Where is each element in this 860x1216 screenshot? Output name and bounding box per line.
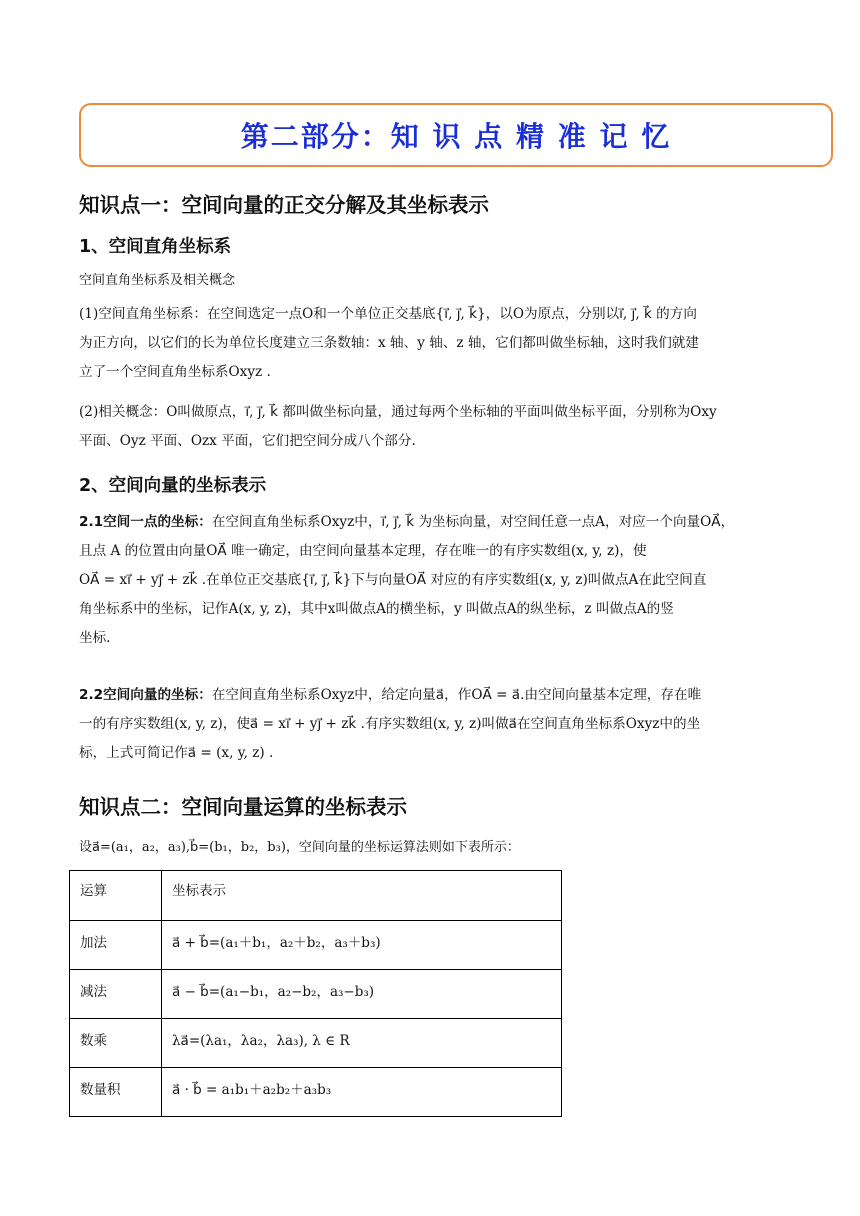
- para1-line2: 为正方向，以它们的长为单位长度建立三条数轴：x 轴、y 轴、z 轴，它们都叫做坐标轴，这时我们就建: [79, 335, 699, 351]
- section2-heading: 知识点二：空间向量运算的坐标表示: [79, 795, 407, 819]
- para22-line2: 一的有序实数组(x, y, z)，使a⃗ = xi⃗ + yj⃗ + zk⃗ .有序实数组(x, y, z)叫做a⃗在空间直角坐标系Oxyz中的坐: [79, 716, 701, 732]
- para22-line3: 标，上式可简记作a⃗ = (x, y, z) .: [79, 745, 274, 761]
- para21-line1-text: 在空间直角坐标系Oxyz中，i⃗, j⃗, k⃗ 为坐标向量，对空间任意一点A，对应一个向量OA⃗，: [211, 514, 735, 530]
- banner-title: 第二部分：知 识 点 精 准 记 忆: [240, 120, 672, 153]
- para21-line4: 角坐标系中的坐标，记作A(x, y, z)，其中x叫做点A的横坐标，y 叫做点A的纵坐标，z 叫做点A的竖: [79, 601, 674, 617]
- row-formula: λa⃗=(λa₁，λa₂，λa₃), λ ∈ R: [162, 1019, 562, 1068]
- table-row: [70, 921, 562, 970]
- sub1-intro: 空间直角坐标系及相关概念: [79, 273, 236, 288]
- table-row: [70, 1068, 562, 1117]
- para2-line1: (2)相关概念：O叫做原点，i⃗, j⃗, k⃗ 都叫做坐标向量，通过每两个坐标轴的平面叫做坐标平面，分别称为Oxy: [79, 404, 717, 420]
- para21-line1: [79, 508, 789, 537]
- para22: [79, 681, 789, 768]
- row-op: 数量积: [70, 1068, 162, 1117]
- row-formula: a⃗ + b⃗=(a₁＋b₁，a₂＋b₂，a₃＋b₃): [162, 921, 562, 970]
- para1-line1: (1)空间直角坐标系：在空间选定一点O和一个单位正交基底{i⃗, j⃗, k⃗}，以O为原点，分别以i⃗, j⃗, k⃗ 的方向: [79, 306, 697, 322]
- row-op: 减法: [70, 970, 162, 1019]
- section2-intro: 设a⃗=(a₁，a₂，a₃),b⃗=(b₁，b₂，b₃)，空间向量的坐标运算法则如下表所示：: [79, 840, 520, 855]
- para1: [79, 300, 789, 387]
- label-21: 2.1空间一点的坐标：: [79, 514, 212, 530]
- table-header-row: [70, 871, 562, 921]
- table-row: [70, 970, 562, 1019]
- row-op: 加法: [70, 921, 162, 970]
- para21: [79, 508, 789, 653]
- row-formula: a⃗ · b⃗ = a₁b₁＋a₂b₂＋a₃b₃: [162, 1068, 562, 1117]
- sub2-heading: 2、空间向量的坐标表示: [79, 476, 267, 496]
- para2: [79, 398, 789, 456]
- para2-line2: 平面、Oyz 平面、Ozx 平面，它们把空间分成八个部分.: [79, 433, 416, 449]
- sub1-heading: 1、空间直角坐标系: [79, 237, 232, 257]
- para21-line3: OA⃗ = xi⃗ + yj⃗ + zk⃗ .在单位正交基底{i⃗, j⃗, k⃗}下与向量OA⃗ 对应的有序实数组(x, y, z)叫做点A在此空间直: [79, 572, 707, 588]
- title-banner: [79, 103, 833, 167]
- row-op: 数乘: [70, 1019, 162, 1068]
- table-header-coord: 坐标表示: [162, 871, 562, 921]
- para22-line1-text: 在空间直角坐标系Oxyz中，给定向量a⃗，作OA⃗ = a⃗.由空间向量基本定理，存在唯: [211, 687, 702, 703]
- row-formula: a⃗ − b⃗=(a₁−b₁，a₂−b₂，a₃−b₃): [162, 970, 562, 1019]
- para1-line3: 立了一个空间直角坐标系Oxyz .: [79, 364, 271, 380]
- section1-heading: 知识点一：空间向量的正交分解及其坐标表示: [79, 193, 489, 217]
- table-header-op: 运算: [70, 871, 162, 921]
- operations-table: [69, 870, 562, 1117]
- para21-line2: 且点 A 的位置由向量OA⃗ 唯一确定，由空间向量基本定理，存在唯一的有序实数组(x, y, z)，使: [79, 543, 647, 559]
- table-row: [70, 1019, 562, 1068]
- label-22: 2.2空间向量的坐标：: [79, 687, 212, 703]
- para21-line5: 坐标.: [79, 630, 111, 646]
- para22-line1: [79, 681, 789, 710]
